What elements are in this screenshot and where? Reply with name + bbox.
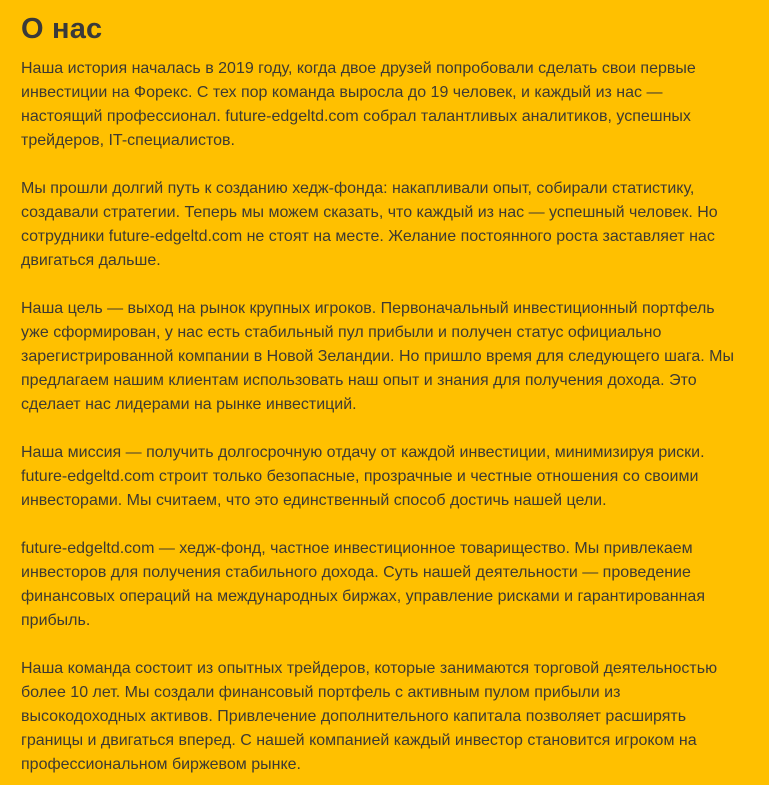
section-title: О нас (21, 13, 103, 45)
paragraph-team: Наша команда состоит из опытных трейдеров, которые занимаются торговой деятельностью более 10 лет. Мы создали финансовый портфель с активным пулом прибыли из высокодоходных активов. Привлечение дополнительного капитала позволяет расширять границы и двигаться вперед. С нашей компанией каждый инвестор становится игроком на профессиональном биржевом рынке. (21, 660, 718, 773)
paragraph-journey: Мы прошли долгий путь к созданию хедж-фонда: накапливали опыт, собирали статистику, создавали стратегии. Теперь мы можем сказать, что каждый из нас — успешный человек. Но сотрудники future-edgeltd.com не стоят на месте. Желание постоянного роста заставляет нас двигаться дальше. (21, 180, 718, 269)
paragraph-about-fund: future-edgeltd.com — хедж-фонд, частное инвестиционное товарищество. Мы привлекаем инвесторов для получения стабильного дохода. Суть нашей деятельности — проведение финансовых операций на международных биржах, управление рисками и гарантированная прибыль. (21, 540, 705, 629)
paragraph-history: Наша история началась в 2019 году, когда двое друзей попробовали сделать свои первые инвестиции на Форекс. С тех пор команда выросла до 19 человек, и каждый из нас — настоящий профессионал. future-edgeltd.com собрал талантливых аналитиков, успешных трейдеров, IT-специалистов. (21, 60, 696, 149)
paragraph-goal: Наша цель — выход на рынок крупных игроков. Первоначальный инвестиционный портфель уже сформирован, у нас есть стабильный пул прибыли и получен статус официально зарегистрированной компании в Новой Зеландии. Но пришло время для следующего шага. Мы предлагаем нашим клиентам использовать наш опыт и знания для получения дохода. Это сделает нас лидерами на рынке инвестиций. (21, 300, 734, 413)
paragraph-mission: Наша миссия — получить долгосрочную отдачу от каждой инвестиции, минимизируя риски. future-edgeltd.com строит только безопасные, прозрачные и честные отношения со своими инвесторами. Мы считаем, что это единственный способ достичь нашей цели. (21, 444, 705, 509)
